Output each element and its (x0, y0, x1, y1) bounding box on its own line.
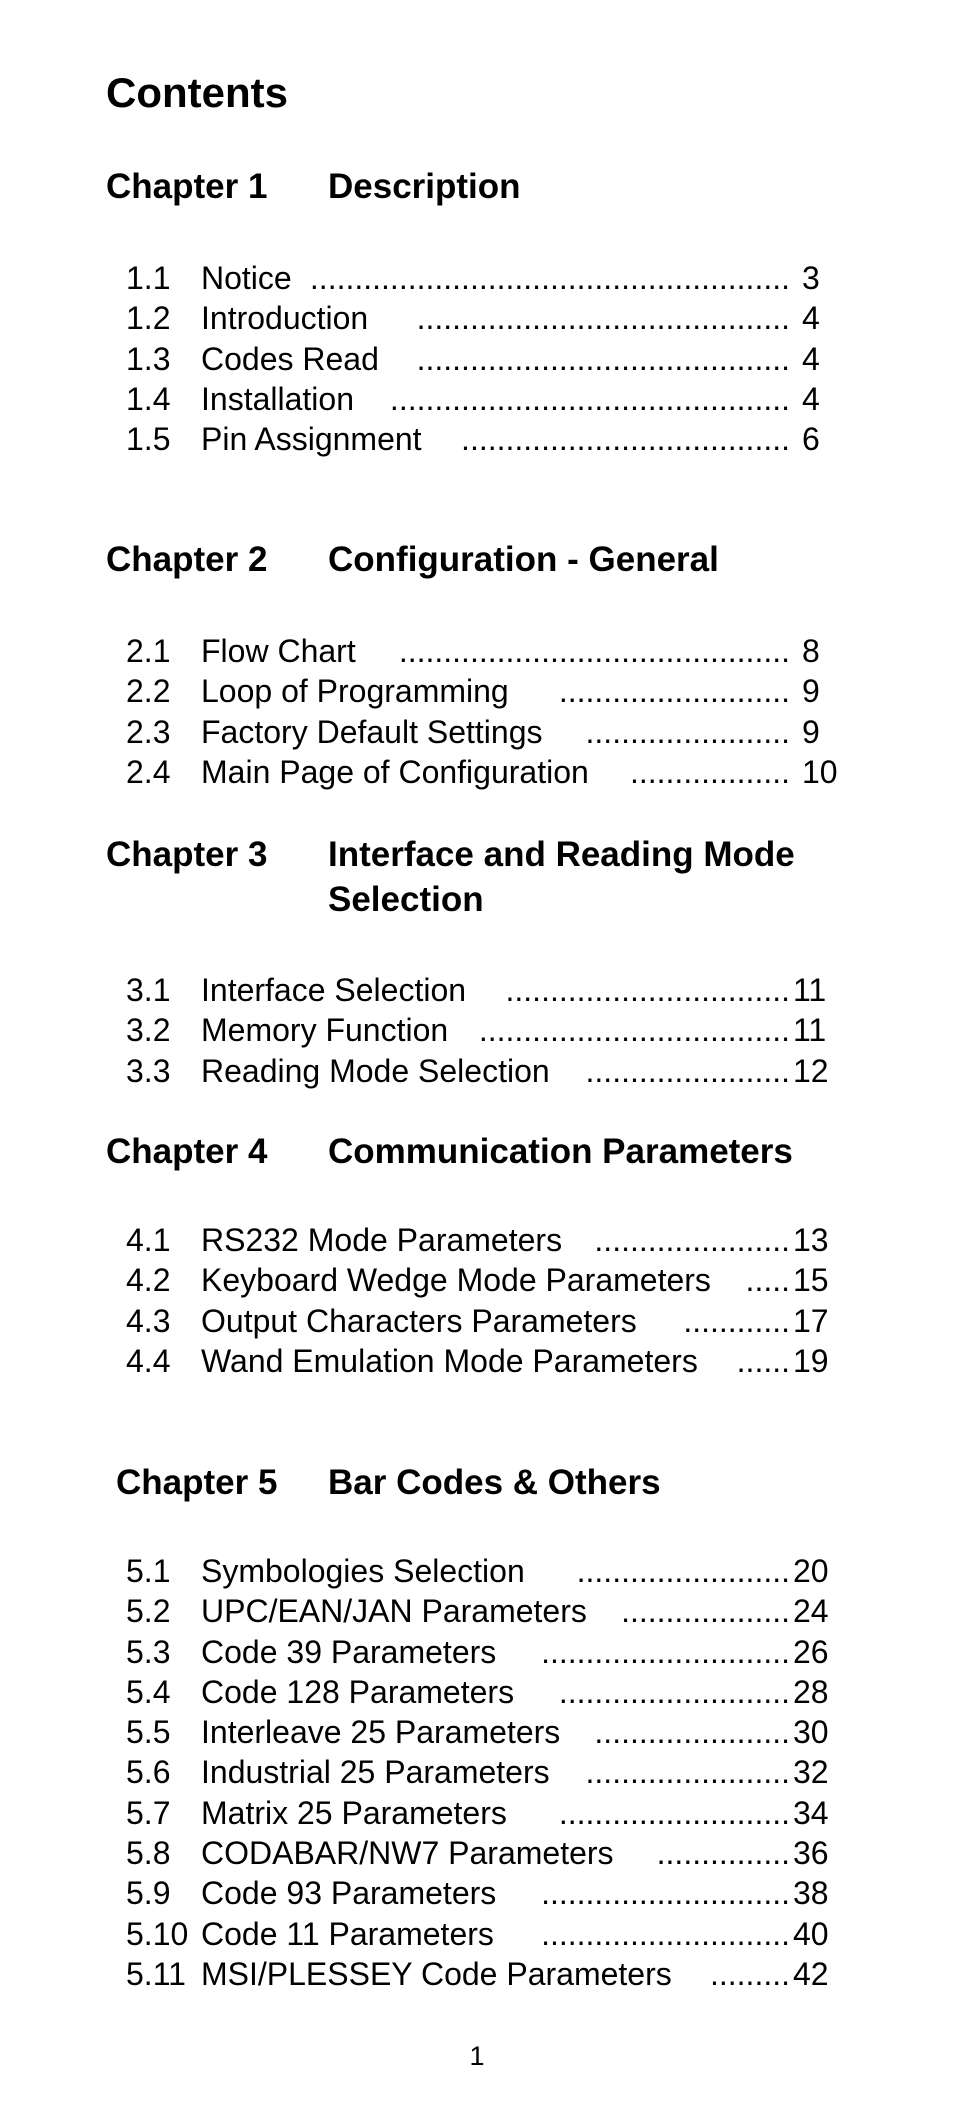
toc-entry-5-8[interactable] (126, 1833, 846, 1873)
toc-entry-4-2[interactable] (126, 1260, 846, 1300)
dot-leader: .......................................... (416, 300, 790, 337)
entry-page-number: 32 (793, 1754, 829, 1791)
chapter-number: Chapter 2 (106, 540, 268, 579)
toc-entry-5-4[interactable] (126, 1672, 846, 1712)
entry-title: Pin Assignment (201, 421, 422, 458)
toc-entry-4-1[interactable] (126, 1220, 846, 1260)
entry-page-number: 13 (793, 1222, 829, 1258)
dot-leader: ................................... (478, 1012, 790, 1049)
entry-number: 1.2 (126, 300, 171, 337)
entry-page-number: 26 (793, 1633, 829, 1670)
entry-title: Wand Emulation Mode Parameters (201, 1342, 698, 1379)
toc-entry-5-5[interactable] (126, 1712, 846, 1752)
toc-entry-4-4[interactable] (126, 1341, 846, 1381)
entry-title: Code 39 Parameters (201, 1633, 497, 1670)
toc-entry-5-9[interactable] (126, 1873, 846, 1913)
dot-leader: .......................... (558, 1673, 790, 1710)
entry-number: 2.2 (126, 673, 171, 710)
entry-title: Introduction (201, 300, 369, 337)
entry-page-number: 15 (793, 1262, 829, 1299)
toc-entry-1-1[interactable] (126, 258, 846, 298)
dot-leader: ..... (745, 1262, 790, 1299)
entry-number: 1.4 (126, 380, 171, 417)
entry-number: 2.3 (126, 713, 171, 750)
entry-page-number: 36 (793, 1835, 829, 1872)
entry-number: 5.11 (126, 1955, 186, 1992)
dot-leader: .......................... (558, 1794, 790, 1831)
entry-title: Code 128 Parameters (201, 1673, 515, 1710)
chapter-number: Chapter 5 (116, 1463, 278, 1502)
chapter-title: Interface and Reading Mode Selection (328, 835, 795, 919)
toc-entry-5-1[interactable] (126, 1551, 846, 1591)
chapter-title: Communication Parameters (328, 1132, 793, 1171)
entry-number: 4.3 (126, 1302, 171, 1339)
entry-number: 5.7 (126, 1794, 171, 1831)
entry-number: 1.1 (126, 260, 171, 296)
dot-leader: ............................ (541, 1915, 790, 1952)
page-number: 1 (469, 2041, 485, 2071)
dot-leader: ....................... (585, 713, 790, 750)
entry-number: 5.2 (126, 1593, 171, 1630)
entry-number: 4.2 (126, 1262, 171, 1299)
dot-leader: ..................................... (461, 421, 790, 458)
entry-page-number: 4 (802, 380, 820, 417)
toc-entry-5-2[interactable] (126, 1591, 846, 1631)
entry-number: 4.1 (126, 1222, 171, 1258)
chapter-number: Chapter 4 (106, 1132, 268, 1171)
entry-number: 5.6 (126, 1754, 171, 1791)
entry-number: 2.1 (126, 633, 171, 669)
entry-title: CODABAR/NW7 Parameters (201, 1835, 614, 1872)
dot-leader: .......................................... (416, 340, 790, 377)
dot-leader: ............................ (541, 1633, 790, 1670)
toc-entry-3-2[interactable] (126, 1010, 846, 1050)
entry-title: UPC/EAN/JAN Parameters (201, 1593, 587, 1630)
entry-number: 5.10 (126, 1915, 189, 1952)
entry-number: 5.5 (126, 1714, 171, 1751)
toc-entry-5-3[interactable] (126, 1632, 846, 1672)
entry-number: 3.3 (126, 1052, 171, 1089)
entry-title: Main Page of Configuration (201, 753, 589, 790)
dot-leader: ............ (683, 1302, 790, 1339)
dot-leader: ............................................ (398, 633, 790, 669)
entry-number: 5.9 (126, 1875, 171, 1912)
entry-number: 5.4 (126, 1673, 171, 1710)
dot-leader: ............................ (541, 1875, 790, 1912)
entry-title: Code 11 Parameters (201, 1915, 494, 1952)
dot-leader: ............... (656, 1835, 790, 1872)
entry-number: 3.1 (126, 972, 171, 1008)
dot-leader: .................. (629, 753, 790, 790)
entry-title: Code 93 Parameters (201, 1875, 497, 1912)
dot-leader: ...................... (594, 1714, 790, 1751)
dot-leader: ............................................. (389, 380, 790, 417)
toc-entry-3-1[interactable] (126, 970, 846, 1010)
toc-entry-3-3[interactable] (126, 1051, 846, 1091)
toc-list-chapter-1 (126, 258, 846, 459)
toc-list-chapter-5 (126, 1551, 846, 1994)
page-title: Contents (106, 69, 288, 116)
entry-page-number: 38 (793, 1875, 829, 1912)
entry-title: Loop of Programming (201, 673, 509, 710)
toc-list-chapter-3 (126, 970, 846, 1091)
entry-page-number: 30 (793, 1714, 829, 1751)
toc-entry-2-4[interactable] (126, 752, 846, 792)
entry-title: Codes Read (201, 340, 379, 377)
entry-number: 1.5 (126, 421, 171, 458)
entry-title: Factory Default Settings (201, 713, 543, 750)
toc-entry-5-6[interactable] (126, 1752, 846, 1792)
toc-entry-5-11[interactable] (126, 1954, 846, 1994)
chapter-title: Bar Codes & Others (328, 1463, 661, 1502)
entry-page-number: 34 (793, 1794, 829, 1831)
chapter-number: Chapter 3 (106, 835, 268, 874)
entry-page-number: 9 (802, 673, 820, 710)
entry-page-number: 9 (802, 713, 820, 750)
dot-leader: ....................... (585, 1754, 790, 1791)
entry-number: 1.3 (126, 340, 171, 377)
entry-title: Industrial 25 Parameters (201, 1754, 550, 1791)
entry-page-number: 17 (793, 1302, 829, 1339)
entry-title: Notice (201, 260, 292, 296)
dot-leader: ................................ (505, 972, 790, 1008)
dot-leader: ........................ (576, 1553, 790, 1589)
entry-page-number: 10 (802, 753, 838, 790)
entry-page-number: 19 (793, 1342, 829, 1379)
chapter-title: Configuration - General (328, 540, 719, 579)
entry-title: RS232 Mode Parameters (201, 1222, 563, 1258)
entry-page-number: 11 (793, 1012, 827, 1049)
dot-leader: ....................... (585, 1052, 790, 1089)
dot-leader: ...................................................... (309, 260, 790, 296)
toc-entry-5-7[interactable] (126, 1793, 846, 1833)
dot-leader: ................... (621, 1593, 790, 1630)
entry-title: Installation (201, 380, 354, 417)
toc-list-chapter-2 (126, 631, 846, 792)
entry-number: 2.4 (126, 753, 171, 790)
entry-page-number: 28 (793, 1673, 829, 1710)
toc-list-chapter-4 (126, 1220, 846, 1381)
toc-entry-2-2[interactable] (126, 671, 846, 711)
dot-leader: ...................... (594, 1222, 790, 1258)
entry-page-number: 40 (793, 1915, 829, 1952)
dot-leader: ...... (736, 1342, 790, 1379)
entry-page-number: 20 (793, 1553, 829, 1589)
entry-title: Output Characters Parameters (201, 1302, 637, 1339)
entry-number: 3.2 (126, 1012, 171, 1049)
toc-entry-1-5[interactable] (126, 419, 846, 459)
entry-title: Interface Selection (201, 972, 467, 1008)
entry-title: Interleave 25 Parameters (201, 1714, 561, 1751)
entry-page-number: 24 (793, 1593, 829, 1630)
entry-title: Symbologies Selection (201, 1553, 525, 1589)
entry-number: 5.3 (126, 1633, 171, 1670)
entry-number: 5.1 (126, 1553, 171, 1589)
toc-entry-2-3[interactable] (126, 712, 846, 752)
entry-page-number: 12 (793, 1052, 829, 1089)
entry-title: Matrix 25 Parameters (201, 1794, 507, 1831)
entry-title: Reading Mode Selection (201, 1052, 550, 1089)
chapter-title: Description (328, 167, 521, 206)
toc-entry-5-10[interactable] (126, 1914, 846, 1954)
toc-entry-1-3[interactable] (126, 339, 846, 379)
entry-page-number: 4 (802, 340, 820, 377)
entry-page-number: 11 (793, 972, 827, 1008)
chapter-number: Chapter 1 (106, 167, 268, 206)
entry-page-number: 42 (793, 1955, 829, 1992)
toc-entry-1-2[interactable] (126, 298, 846, 338)
toc-entry-1-4[interactable] (126, 379, 846, 419)
toc-entry-4-3[interactable] (126, 1301, 846, 1341)
entry-number: 5.8 (126, 1835, 171, 1872)
entry-page-number: 3 (802, 260, 820, 296)
dot-leader: ......... (709, 1955, 790, 1992)
dot-leader: .......................... (558, 673, 790, 710)
entry-title: MSI/PLESSEY Code Parameters (201, 1955, 672, 1992)
entry-number: 4.4 (126, 1342, 171, 1379)
entry-title: Memory Function (201, 1012, 449, 1049)
entry-title: Flow Chart (201, 633, 356, 669)
entry-title: Keyboard Wedge Mode Parameters (201, 1262, 711, 1299)
entry-page-number: 4 (802, 300, 820, 337)
entry-page-number: 6 (802, 421, 820, 458)
entry-page-number: 8 (802, 633, 820, 669)
toc-entry-2-1[interactable] (126, 631, 846, 671)
